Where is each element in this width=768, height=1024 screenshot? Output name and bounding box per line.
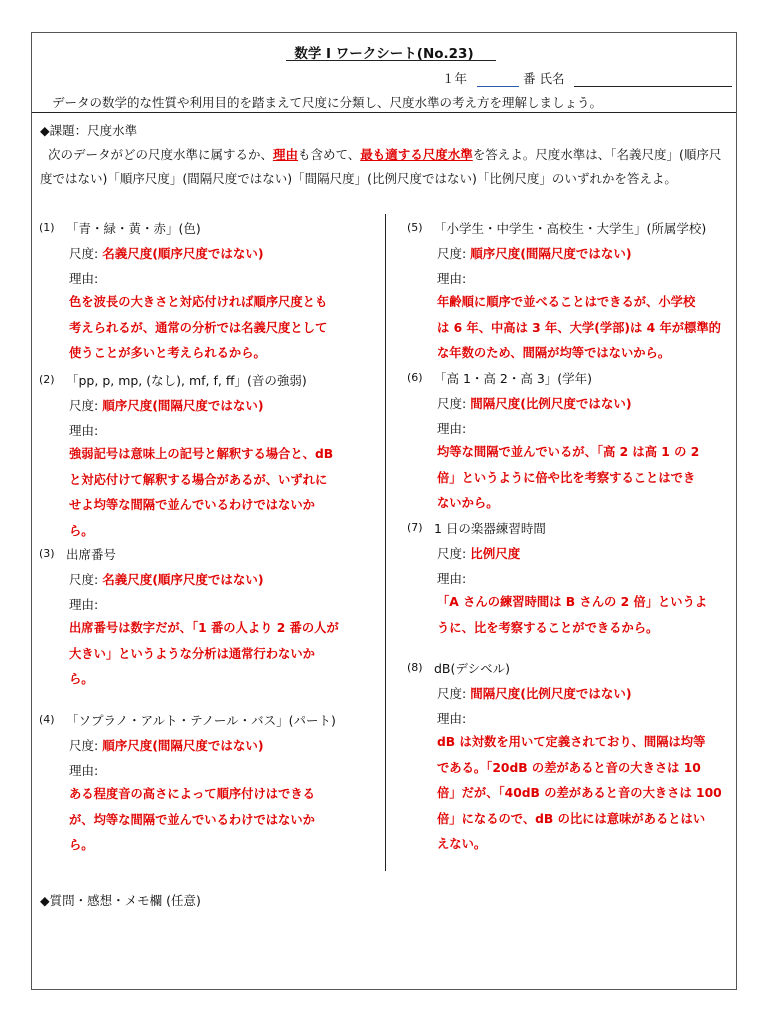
scale-label: 尺度: bbox=[69, 246, 99, 261]
task-emphasis-best-scale: 最も適する尺度水準 bbox=[360, 147, 473, 162]
task-text-2: も含めて、 bbox=[297, 147, 361, 162]
reason-answer bbox=[437, 590, 727, 641]
scale-answer: 比例尺度 bbox=[470, 546, 521, 561]
scale-answer: 順序尺度(間隔尺度ではない) bbox=[470, 246, 632, 261]
reason-line: 「A さんの練習時間は B さんの 2 倍」というよ bbox=[437, 595, 708, 609]
reason-line: せよ均等な間隔で並んでいるわけではないか bbox=[69, 498, 315, 512]
scale-line bbox=[69, 244, 264, 262]
scale-line bbox=[69, 736, 264, 754]
reason-answer bbox=[437, 440, 727, 517]
reason-line: な年数のため、間隔が均等ではないから。 bbox=[437, 346, 671, 360]
reason-line: 出席番号は数字だが、「1 番の人より 2 番の人が bbox=[69, 621, 339, 635]
reason-label: 理由: bbox=[437, 271, 467, 286]
reason-answer bbox=[437, 730, 727, 858]
reason-line: 色を波長の大きさと対応付ければ順序尺度とも bbox=[69, 295, 328, 309]
scale-label: 尺度: bbox=[69, 738, 99, 753]
scale-answer: 間隔尺度(比例尺度ではない) bbox=[470, 686, 632, 701]
intro-text: データの数学的な性質や利用目的を踏まえて尺度に分類し、尺度水準の考え方を理解しましょう。 bbox=[52, 95, 603, 110]
reason-label: 理由: bbox=[437, 421, 467, 436]
reason-label: 理由: bbox=[69, 763, 99, 778]
task-text-1: 次のデータがどの尺度水準に属するか、 bbox=[47, 147, 273, 162]
scale-answer: 順序尺度(間隔尺度ではない) bbox=[102, 398, 264, 413]
item-heading: 出席番号 bbox=[66, 547, 117, 562]
worksheet bbox=[31, 32, 737, 990]
name-row bbox=[442, 69, 732, 87]
reason-label: 理由: bbox=[69, 271, 99, 286]
page-title: 数学 I ワークシート(No.23) bbox=[294, 46, 474, 62]
scale-label: 尺度: bbox=[437, 546, 467, 561]
reason-label: 理由: bbox=[69, 423, 99, 438]
reason-line: である。「20dB の差があると音の大きさは 10 bbox=[437, 760, 701, 775]
scale-label: 尺度: bbox=[437, 686, 467, 701]
reason-line: ら。 bbox=[69, 838, 94, 852]
name-label: 氏名 bbox=[539, 71, 565, 86]
reason-line: 大きい」というような分析は通常行わないか bbox=[69, 646, 315, 661]
scale-label: 尺度: bbox=[437, 246, 467, 261]
scale-label: 尺度: bbox=[69, 398, 99, 413]
reason-line: 考えられるが、通常の分析では名義尺度として bbox=[69, 320, 328, 335]
scale-line bbox=[437, 544, 520, 562]
scale-answer: 間隔尺度(比例尺度ではない) bbox=[470, 396, 632, 411]
reason-line: ないから。 bbox=[437, 496, 499, 510]
header-divider bbox=[32, 112, 736, 113]
task-emphasis-reason: 理由 bbox=[272, 147, 298, 162]
column-divider bbox=[385, 214, 386, 871]
scale-answer: 順序尺度(間隔尺度ではない) bbox=[102, 738, 264, 753]
scale-line bbox=[69, 396, 264, 414]
item-number: (1) bbox=[39, 221, 55, 234]
item-number: (3) bbox=[39, 547, 55, 560]
name-field[interactable] bbox=[574, 72, 732, 87]
reason-line: は 6 年、中高は 3 年、大学(学部)は 4 年が標準的 bbox=[437, 320, 721, 335]
reason-line: うに、比を考察することができるから。 bbox=[437, 620, 659, 635]
scale-line bbox=[437, 244, 632, 262]
reason-line: ある程度音の高さによって順序付けはできる bbox=[69, 787, 315, 801]
item-number: (4) bbox=[39, 713, 55, 726]
item-number: (7) bbox=[407, 521, 423, 534]
item-heading: 「高 1・高 2・高 3」(学年) bbox=[434, 371, 593, 386]
reason-label: 理由: bbox=[437, 711, 467, 726]
item-heading: 「青・緑・黄・赤」(色) bbox=[66, 221, 201, 236]
reason-line: 倍」というように倍や比を考察することはでき bbox=[437, 470, 696, 485]
reason-line: 使うことが多いと考えられるから。 bbox=[69, 346, 266, 360]
class-number-field[interactable] bbox=[477, 72, 519, 87]
reason-line: 年齢順に順序で並べることはできるが、小学校 bbox=[437, 295, 696, 309]
item-heading: 1 日の楽器練習時間 bbox=[434, 521, 546, 536]
reason-line: 強弱記号は意味上の記号と解釈する場合と、dB bbox=[69, 447, 334, 461]
task-text-3: を答えよ。尺度水準は、「名義尺度」(順序尺度ではない)「順序尺度」(間隔尺度ではない)「間隔尺度」(比例尺度ではない)「比例尺度」のいずれかを答えよ。 bbox=[40, 147, 722, 186]
item-number: (6) bbox=[407, 371, 423, 384]
reason-line: dB は対数を用いて定義されており、間隔は均等 bbox=[437, 735, 706, 749]
reason-line: えない。 bbox=[437, 837, 487, 851]
title-underline bbox=[286, 60, 496, 61]
reason-answer bbox=[69, 442, 359, 544]
reason-label: 理由: bbox=[437, 571, 467, 586]
scale-line bbox=[437, 394, 632, 412]
reason-answer bbox=[437, 290, 727, 367]
reason-line: が、均等な間隔で並んでいるわけではないか bbox=[69, 812, 315, 827]
scale-line bbox=[69, 570, 264, 588]
reason-answer bbox=[69, 782, 359, 859]
item-number: (2) bbox=[39, 373, 55, 386]
reason-line: 倍」だが、「40dB の差があると音の大きさは 100 bbox=[437, 786, 722, 800]
item-heading: 「pp, p, mp, (なし), mf, f, ff」(音の強弱) bbox=[66, 373, 307, 388]
item-number: (5) bbox=[407, 221, 423, 234]
reason-line: と対応付けて解釈する場合があるが、いずれに bbox=[69, 472, 328, 487]
reason-answer bbox=[69, 616, 359, 693]
reason-line: 均等な間隔で並んでいるが、「高 2 は高 1 の 2 bbox=[437, 445, 700, 459]
grade-label: １年 bbox=[442, 71, 468, 86]
scale-answer: 名義尺度(順序尺度ではない) bbox=[102, 572, 264, 587]
item-heading: 「小学生・中学生・高校生・大学生」(所属学校) bbox=[434, 221, 707, 236]
scale-label: 尺度: bbox=[437, 396, 467, 411]
reason-answer bbox=[69, 290, 359, 367]
item-heading: 「ソプラノ・アルト・テノール・バス」(パート) bbox=[66, 713, 336, 728]
memo-heading: ◆質問・感想・メモ欄 (任意) bbox=[40, 893, 201, 908]
scale-line bbox=[437, 684, 632, 702]
scale-answer: 名義尺度(順序尺度ではない) bbox=[102, 246, 264, 261]
class-label: 番 bbox=[522, 71, 536, 86]
task-heading: ◆課題：尺度水準 bbox=[40, 123, 138, 138]
item-heading: dB(デシベル) bbox=[434, 661, 511, 676]
scale-label: 尺度: bbox=[69, 572, 99, 587]
reason-line: 倍」になるので、dB の比には意味があるとはい bbox=[437, 811, 706, 826]
reason-line: ら。 bbox=[69, 523, 94, 538]
item-number: (8) bbox=[407, 661, 423, 674]
reason-line: ら。 bbox=[69, 672, 94, 686]
reason-label: 理由: bbox=[69, 597, 99, 612]
task-instructions bbox=[40, 143, 728, 191]
